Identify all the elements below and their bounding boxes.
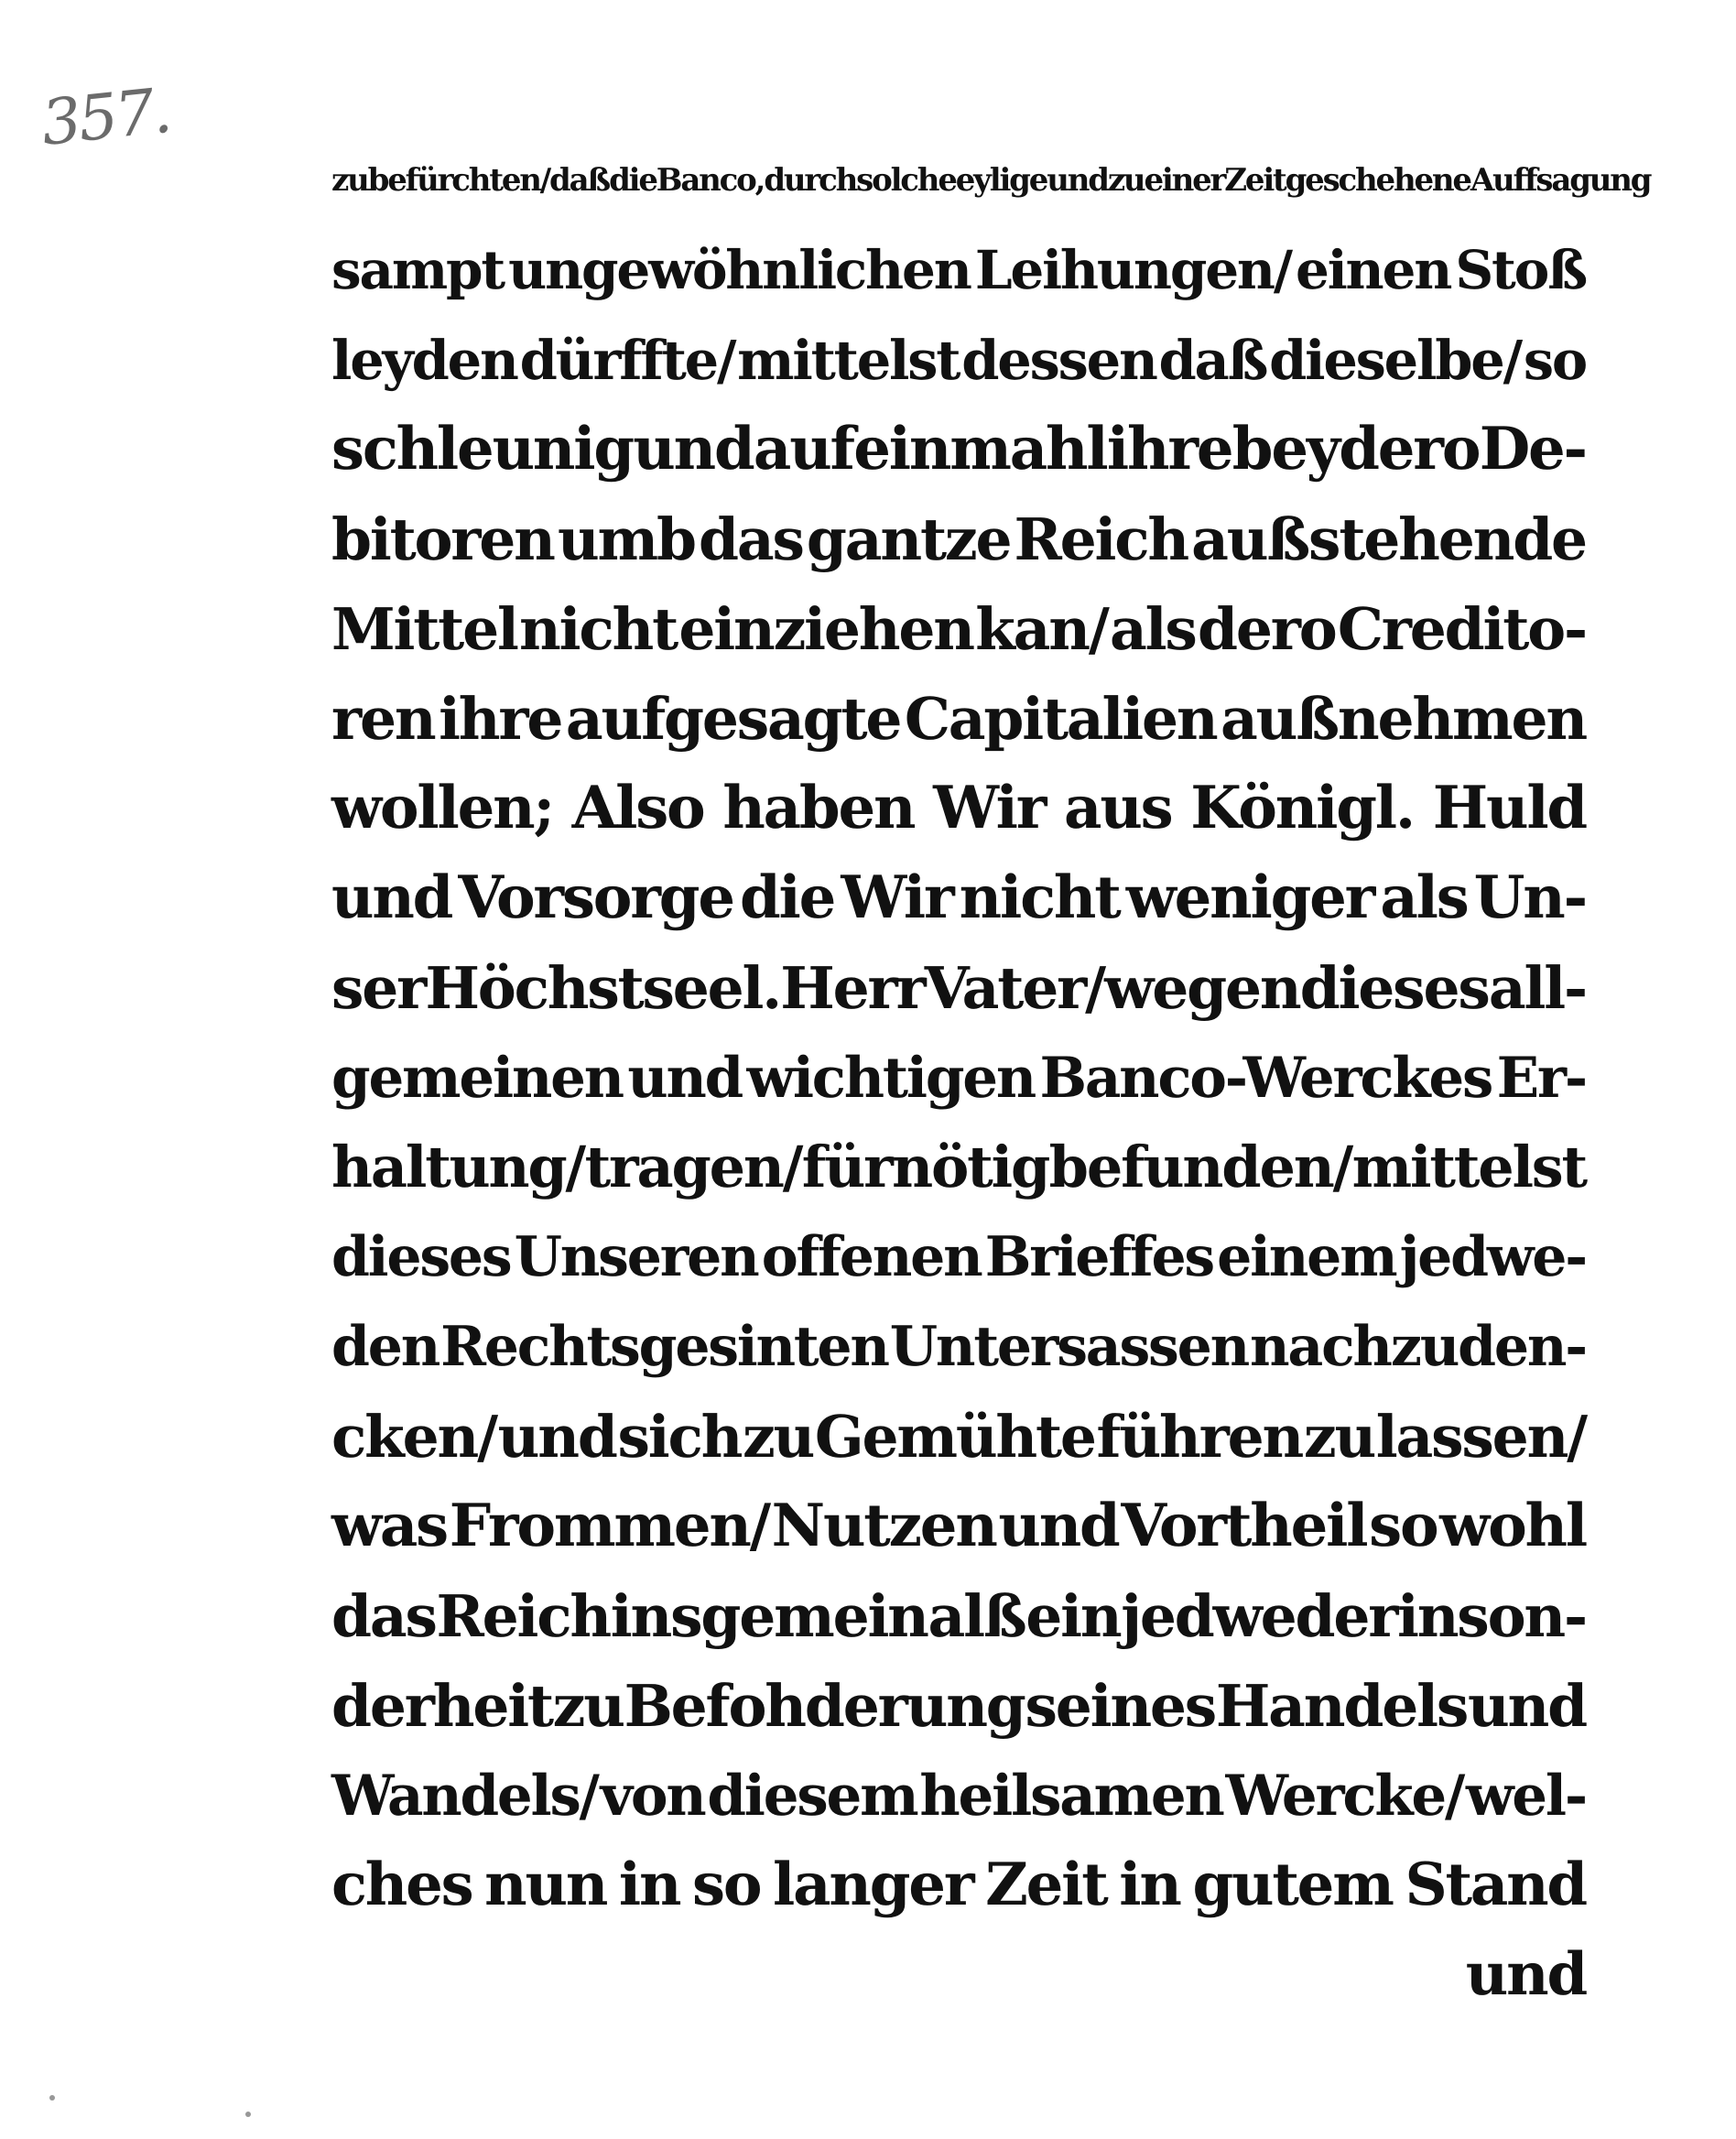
text-line: cken/ und sich zu Gemühte führen zu lassen/ <box>331 1402 1586 1471</box>
text-line: Mittel nicht einziehen kan/ als dero Credito- <box>331 594 1586 663</box>
text-line: und Vorsorge die Wir nicht weniger als Un- <box>331 863 1586 932</box>
paper-speck <box>245 2112 251 2117</box>
paper-speck <box>49 2095 55 2101</box>
text-line: derheit zu Befohderung seines Handels und <box>331 1671 1586 1740</box>
handwritten-page-number: 357. <box>38 74 173 160</box>
text-line: ser Höchstseel. Herr Vater/ wegen dieses all- <box>331 953 1586 1022</box>
text-line: zu befürchten/ daß die Banco, durch solche eylige und zu einer Zeit geschehene Auffsagung <box>331 162 1651 199</box>
body-text <box>331 136 1651 2020</box>
text-line: und <box>1465 1940 1586 2009</box>
text-line: haltung/ tragen/ für nötig befunden/ mittelst <box>331 1134 1586 1200</box>
text-line: was Frommen/ Nutzen und Vortheil so wohl <box>331 1492 1586 1560</box>
text-line: ches nun in so langer Zeit in gutem Stand <box>331 1851 1586 1919</box>
text-line: gemeinen und wichtigen Banco-Werckes Er- <box>331 1045 1586 1111</box>
text-line: sampt ungewöhnlichen Leihungen/ einen Stoß <box>331 239 1586 301</box>
text-line: dieses Unseren offenen Brieffes einem jedwe- <box>331 1225 1586 1289</box>
text-line: schleunig und auf einmahl ihre bey dero De- <box>331 415 1586 483</box>
text-line: wollen; Also haben Wir aus Königl. Huld <box>331 774 1586 842</box>
text-line: bitoren umb das gantze Reich außstehende <box>331 505 1586 573</box>
text-line: das Reich insgemein alß ein jedweder inson- <box>331 1581 1586 1650</box>
text-line: Wandels/ von diesem heilsamen Wercke/ wel- <box>331 1763 1586 1829</box>
text-line: den Rechtsgesinten Untersassen nachzuden- <box>331 1315 1586 1379</box>
text-line: ren ihre aufgesagte Capitalien außnehmen <box>331 684 1586 753</box>
text-line: leyden dürffte/ mittelst dessen daß dieselbe/ so <box>331 328 1586 392</box>
